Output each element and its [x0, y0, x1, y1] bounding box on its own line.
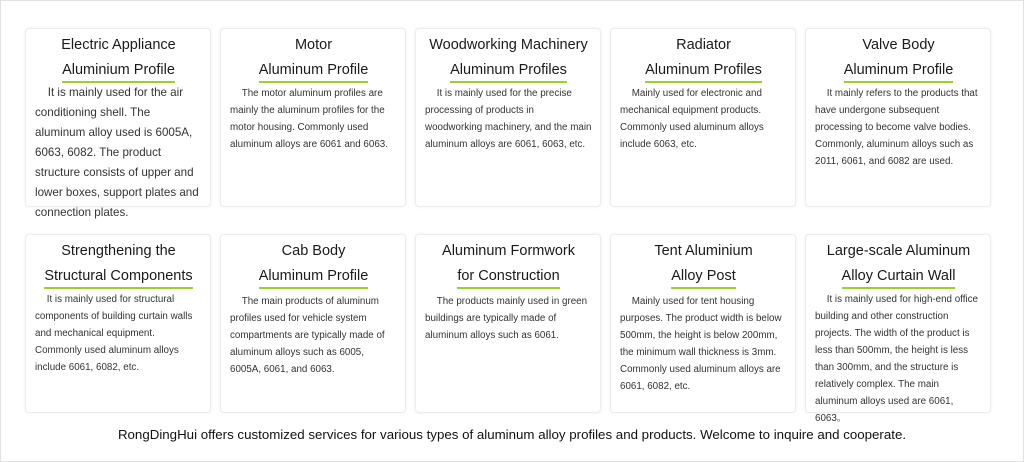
card-radiator	[610, 28, 796, 207]
card-title-line2: Alloy Post	[671, 266, 735, 289]
card-title-line1: Radiator	[676, 37, 731, 53]
card-title	[230, 33, 397, 83]
card-title-line1: Valve Body	[862, 37, 935, 53]
card-title	[620, 239, 787, 289]
card-title-line2: Aluminum Profiles	[645, 60, 762, 83]
card-title	[230, 239, 397, 289]
card-woodworking-machinery	[415, 28, 601, 207]
card-description: The products mainly used in green buildings are typically made of aluminum alloys such as 6061.	[425, 296, 588, 341]
card-title-line1: Motor	[294, 37, 333, 53]
card-title-line1: Tent Aluminium	[654, 243, 753, 259]
card-title-line2: Alloy Curtain Wall	[842, 266, 956, 289]
card-description: The main products of aluminum profiles used for vehicle system compartments are typically made of aluminum alloys such as 6005, 6005A, 6061, and 6063.	[230, 296, 385, 375]
card-description: It is mainly used for structural components of building curtain walls and mechanical equipment. Commonly used aluminum alloys include 6061, 6082, etc.	[35, 294, 193, 373]
card-description: Mainly used for electronic and mechanical equipment products. Commonly used aluminum alloys include 6063, etc.	[620, 88, 764, 150]
card-description: It is mainly used for high-end office building and other construction projects. The width of the product is less than 500mm, the height is less than 300mm, and the structure is relatively complex. The main aluminum alloys used are 6061, 6063。	[815, 294, 978, 424]
card-title-line2: for Construction	[457, 266, 559, 289]
card-title	[425, 239, 592, 289]
card-title-line1: Cab Body	[281, 243, 346, 259]
card-title	[425, 33, 592, 83]
card-description: It mainly refers to the products that have undergone subsequent processing to become valve bodies. Commonly, aluminum alloys such as 2011, 6061, and 6082 are used.	[815, 88, 978, 167]
card-title	[620, 33, 787, 83]
card-title-line2: Structural Components	[44, 266, 192, 289]
card-title-line2: Aluminum Profile	[259, 60, 369, 83]
card-description: The motor aluminum profiles are mainly the aluminum profiles for the motor housing. Commonly used aluminum alloys are 6061 and 6063.	[230, 88, 388, 150]
card-title-line2: Aluminum Profile	[844, 60, 954, 83]
card-description: Mainly used for tent housing purposes. The product width is below 500mm, the height is below 200mm, the minimum wall thickness is 3mm. Commonly used aluminum alloys are 6061, 6082, etc.	[620, 296, 782, 392]
footer-note: RongDingHui offers customized services for various types of aluminum alloy profiles and products. Welcome to inquire and cooperate.	[117, 427, 907, 442]
card-title-line1: Strengthening the	[61, 243, 176, 259]
card-cab-body	[220, 234, 406, 413]
card-title-line1: Aluminum Formwork	[442, 243, 575, 259]
card-title	[35, 33, 202, 83]
card-title-line1: Woodworking Machinery	[429, 37, 588, 53]
card-curtain-wall	[805, 234, 991, 424]
card-title	[815, 239, 982, 289]
card-description: It is mainly used for the precise processing of products in woodworking machinery, and the main aluminum alloys are 6061, 6063, etc.	[425, 88, 592, 150]
card-title-line1: Large-scale Aluminum	[826, 243, 971, 259]
product-grid	[25, 28, 991, 424]
card-title-line2: Aluminum Profiles	[450, 60, 567, 83]
card-aluminum-formwork	[415, 234, 601, 413]
card-description: It is mainly used for the air conditioning shell. The aluminum alloy used is 6005A, 6063, 6082. The product structure consists of upper and lower boxes, support plates and connection plates.	[35, 86, 199, 219]
card-title-line2: Aluminium Profile	[62, 60, 175, 83]
card-title-line2: Aluminum Profile	[259, 266, 369, 289]
card-title-line1: Electric Appliance	[61, 37, 176, 53]
card-tent-alloy-post	[610, 234, 796, 413]
card-valve-body	[805, 28, 991, 207]
card-structural-components	[25, 234, 211, 413]
card-title	[815, 33, 982, 83]
card-motor	[220, 28, 406, 207]
card-electric-appliance	[25, 28, 211, 219]
card-title	[35, 239, 202, 289]
